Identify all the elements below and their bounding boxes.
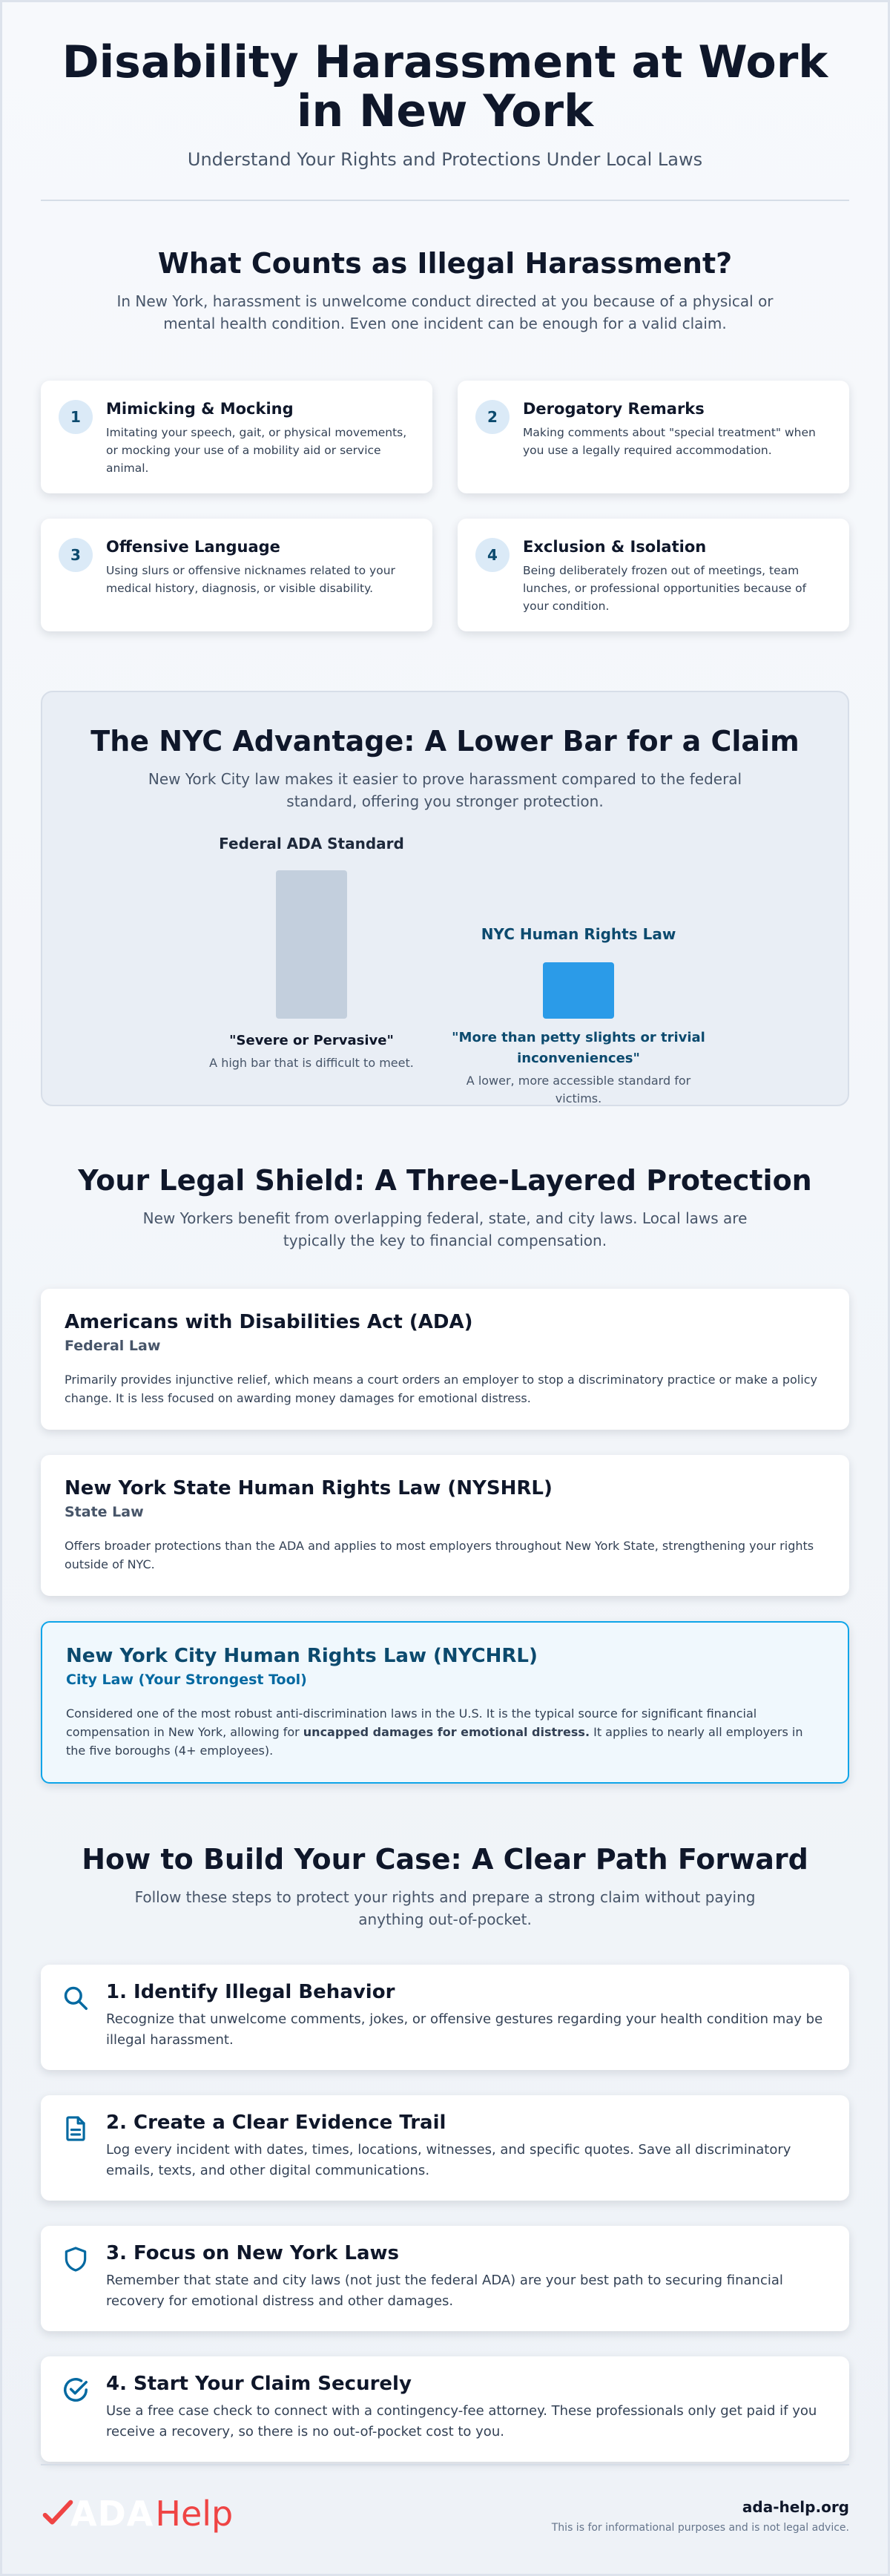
harassment-intro: In New York, harassment is unwelcome conduct directed at you because of a physical or mental health condition. Even one incident can be enough for a valid claim.: [116, 292, 774, 332]
harassment-card-text: Making comments about "special treatment" when you use a legally required accommodation.: [523, 426, 816, 457]
page-subtitle: Understand Your Rights and Protections Under Local Laws: [187, 149, 703, 170]
logo-help-text: Help: [155, 2494, 234, 2534]
search-icon: [62, 1984, 91, 2054]
law-card-nychrl: [41, 1621, 849, 1784]
harassment-card: [41, 381, 432, 493]
number-badge: 2: [475, 400, 510, 434]
harassment-card-text: Using slurs or offensive nicknames related to your medical history, diagnosis, or visible disability.: [106, 564, 395, 595]
harassment-grid: [41, 381, 849, 631]
nyc-intro: New York City law makes it easier to prove harassment compared to the federal standard, offering you stronger protection.: [148, 770, 742, 810]
harassment-card-title: Mimicking & Mocking: [106, 400, 294, 418]
shield-icon: [62, 2245, 91, 2315]
law-level: Federal Law: [65, 1338, 161, 1354]
step-text: Recognize that unwelcome comments, jokes, or offensive gestures regarding your health condition may be illegal harassment.: [106, 2011, 823, 2048]
law-name: New York State Human Rights Law (NYSHRL): [65, 1477, 553, 1499]
step-card: [41, 2095, 849, 2201]
nyc-standard-quote: "More than petty slights or trivial inconveniences": [452, 1030, 705, 1066]
law-name: Americans with Disabilities Act (ADA): [65, 1311, 473, 1333]
step-title: 3. Focus on New York Laws: [106, 2242, 400, 2264]
harassment-card: [41, 519, 432, 631]
nyc-standard-desc: A lower, more accessible standard for victims.: [466, 1074, 691, 1105]
law-level: State Law: [65, 1504, 144, 1520]
harassment-card-title: Exclusion & Isolation: [523, 538, 707, 556]
law-name: New York City Human Rights Law (NYCHRL): [66, 1645, 538, 1667]
harassment-title: What Counts as Illegal Harassment?: [157, 247, 733, 280]
legal-shield-title: Your Legal Shield: A Three-Layered Protection: [78, 1164, 812, 1197]
case-steps-intro: Follow these steps to protect your rights and prepare a strong claim without paying anything out-of-pocket.: [134, 1888, 756, 1928]
nyc-standard-column: [445, 835, 712, 1105]
step-card: [41, 2356, 849, 2462]
number-badge: 1: [59, 400, 93, 434]
law-text: [66, 1704, 824, 1760]
law-text-part: Considered one of the most robust anti-discrimination laws in the U.S. It is the typical source for significant financial compensation in New York, allowing for: [66, 1706, 757, 1739]
harassment-card-title: Derogatory Remarks: [523, 400, 705, 418]
number-badge: 4: [475, 538, 510, 572]
federal-standard-quote: "Severe or Pervasive": [229, 1033, 394, 1048]
harassment-card-text: Imitating your speech, gait, or physical movements, or mocking your use of a mobility aid or service animal.: [106, 426, 407, 475]
page-title: Disability Harassment at Work in New York: [62, 36, 828, 137]
law-level: City Law (Your Strongest Tool): [66, 1672, 307, 1688]
law-card-nyshrl: [41, 1455, 849, 1596]
check-circle-icon: [62, 2376, 91, 2445]
step-text: Log every incident with dates, times, locations, witnesses, and specific quotes. Save all discriminatory emails, texts, and other digital communications.: [106, 2142, 791, 2178]
case-steps-title: How to Build Your Case: A Clear Path Forward: [82, 1843, 808, 1876]
number-badge: 3: [59, 538, 93, 572]
nyc-advantage-section: [41, 691, 849, 1106]
law-text-emphasis: uncapped damages for emotional distress.: [303, 1725, 590, 1739]
header-divider: [41, 200, 849, 201]
harassment-card: [458, 519, 849, 631]
step-card: [41, 2226, 849, 2331]
federal-standard-desc: A high bar that is difficult to meet.: [209, 1056, 414, 1070]
site-url: ada-help.org: [742, 2498, 849, 2516]
nyc-standard-label: NYC Human Rights Law: [481, 925, 676, 943]
document-icon: [62, 2115, 91, 2184]
footer: [41, 2464, 849, 2553]
law-text: Primarily provides injunctive relief, which means a court orders an employer to stop a discriminatory practice or make a policy change. It is less focused on awarding money damages for emotional distress.: [65, 1373, 817, 1405]
federal-standard-label: Federal ADA Standard: [219, 835, 404, 852]
harassment-card-title: Offensive Language: [106, 538, 280, 556]
federal-standard-column: [178, 835, 445, 1072]
standard-comparison: [42, 835, 848, 1105]
harassment-section: [41, 247, 849, 631]
legal-disclaimer: This is for informational purposes and is not legal advice.: [551, 2522, 849, 2534]
law-text: Offers broader protections than the ADA and applies to most employers throughout New York State, strengthening your rights outside of NYC.: [65, 1539, 814, 1571]
law-card-ada: [41, 1289, 849, 1430]
step-title: 2. Create a Clear Evidence Trail: [106, 2112, 446, 2134]
logo-ada-text: ADA: [70, 2494, 154, 2534]
adahelp-logo: [41, 2494, 233, 2534]
federal-standard-bar: [276, 870, 347, 1019]
law-text-part: It applies to nearly all employers in the five boroughs (4+ employees).: [66, 1725, 803, 1758]
harassment-card: [458, 381, 849, 493]
step-title: 4. Start Your Claim Securely: [106, 2373, 412, 2395]
legal-shield-intro: New Yorkers benefit from overlapping federal, state, and city laws. Local laws are typically the key to financial compensation.: [142, 1209, 748, 1249]
case-steps-section: [41, 1843, 849, 2462]
nyc-standard-bar: [543, 962, 614, 1019]
legal-shield-section: [41, 1164, 849, 1784]
nyc-title: The NYC Advantage: A Lower Bar for a Claim: [90, 725, 800, 758]
harassment-card-text: Being deliberately frozen out of meetings, team lunches, or professional opportunities because of your condition.: [523, 564, 807, 613]
step-card: [41, 1965, 849, 2070]
step-text: Remember that state and city laws (not just the federal ADA) are your best path to securing financial recovery for emotional distress and other damages.: [106, 2273, 783, 2309]
step-text: Use a free case check to connect with a contingency-fee attorney. These professionals only get paid if you receive a recovery, so there is no out-of-pocket cost to you.: [106, 2403, 817, 2439]
step-title: 1. Identify Illegal Behavior: [106, 1981, 395, 2003]
